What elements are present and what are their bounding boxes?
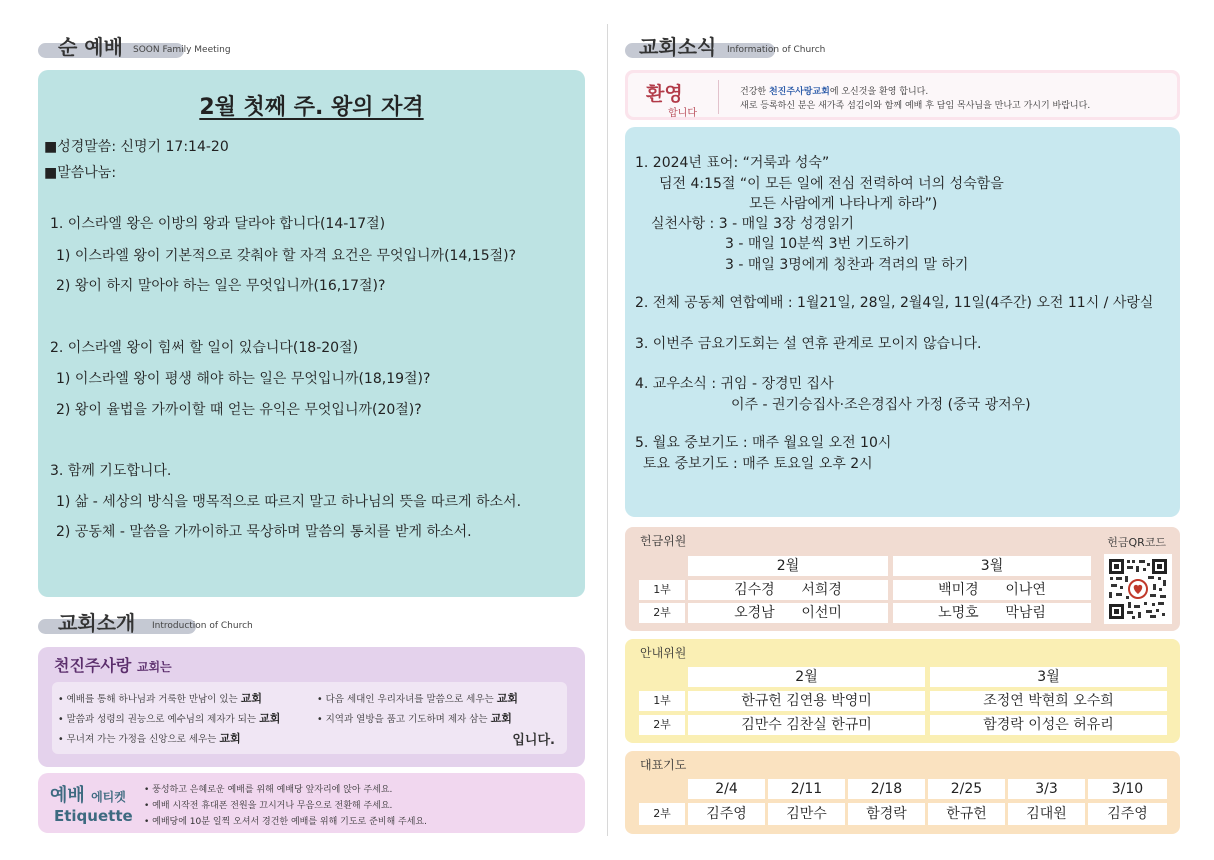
news-line: 3 - 매일 10분씩 3번 기도하기: [725, 236, 910, 252]
panel-title: 헌금위원: [640, 534, 687, 548]
welcome-line: 건강한 천진주사랑교회에 오신것을 환영 합니다.: [740, 87, 929, 97]
etiquette-line: • 예배당에 10분 일찍 오셔서 경건한 예배를 위해 기도로 준비해 주세요.: [144, 817, 427, 827]
church-name: [54, 653, 172, 676]
month-header: 2월: [688, 667, 925, 687]
prayer-schedule-panel: [625, 751, 1180, 834]
table-cell: 노명호 막남림: [893, 603, 1091, 623]
sermon-line: 2) 공동체 - 말씀을 가까이하고 묵상하며 말씀의 통치를 받게 하소서.: [56, 524, 472, 540]
panel-title: 대표기도: [640, 758, 687, 772]
sermon-box: [38, 70, 585, 597]
section-subtitle: Introduction of Church: [152, 621, 253, 631]
intro-bullet: • 예배를 통해 하나님과 거룩한 만남이 있는 교회: [58, 692, 263, 705]
news-section-header: [625, 31, 855, 59]
service-label: 1부: [639, 691, 685, 711]
worship-section-header: [38, 31, 268, 59]
column-divider: [607, 24, 608, 836]
section-title: 교회소식: [639, 35, 717, 59]
service-label: 2부: [639, 803, 685, 825]
date-header: 2/11: [768, 779, 845, 799]
etiquette-line: • 풍성하고 은혜로운 예배를 위해 예배당 앞자리에 앉아 주세요.: [144, 785, 393, 795]
service-label: 2부: [639, 715, 685, 735]
table-cell: 함경락 이성은 허유리: [930, 715, 1167, 735]
welcome-title: 환영: [646, 83, 683, 105]
table-cell: 한규헌 김연용 박영미: [688, 691, 925, 711]
table-cell: 함경락: [848, 803, 925, 825]
sermon-line: 3. 함께 기도합니다.: [50, 463, 172, 479]
news-line: 토요 중보기도 : 매주 토요일 오후 2시: [643, 456, 873, 472]
sermon-line: 1. 이스라엘 왕은 이방의 왕과 달라야 합니다(14-17절): [50, 216, 386, 232]
date-header: 3/10: [1088, 779, 1167, 799]
date-header: 2/18: [848, 779, 925, 799]
welcome-title-small: 합니다: [668, 108, 697, 119]
table-cell: 한규헌: [928, 803, 1005, 825]
intro-ending: 입니다.: [512, 733, 555, 748]
etiquette-title-en: Etiquette: [54, 807, 133, 825]
welcome-divider: [718, 80, 719, 114]
month-header: 3월: [930, 667, 1167, 687]
news-box: [625, 127, 1180, 517]
intro-section-header: [38, 607, 278, 635]
news-line: 이주 - 권기승집사·조은경집사 가정 (중국 광저우): [731, 397, 1031, 413]
welcome-banner: [625, 70, 1180, 120]
service-label: 1부: [639, 580, 685, 600]
date-header: 2/25: [928, 779, 1005, 799]
section-title: 순 예배: [58, 35, 123, 59]
month-header: 3월: [893, 556, 1091, 576]
table-cell: 김수경 서희경: [688, 580, 888, 600]
news-line: 3 - 매일 3명에게 칭찬과 격려의 말 하기: [725, 257, 969, 273]
news-line: 딤전 4:15절 “이 모든 일에 전심 전력하여 너의 성숙함을: [659, 176, 1004, 192]
sermon-line: 1) 이스라엘 왕이 평생 해야 하는 일은 무엇입니까(18,19절)?: [56, 371, 431, 387]
news-line: 모든 사람에게 나타나게 하라”): [749, 196, 938, 212]
qr-code-icon: [1108, 558, 1168, 620]
sermon-line: ■성경말씀: 신명기 17:14-20: [44, 139, 229, 155]
welcome-inner: [628, 73, 1177, 117]
church-name-text: 천진주사랑: [54, 656, 132, 675]
table-cell: 백미경 이나연: [893, 580, 1091, 600]
church-intro-list: [52, 682, 567, 754]
etiquette-line: • 예배 시작전 휴대폰 전원을 끄시거나 무음으로 전환해 주세요.: [144, 801, 393, 811]
sermon-line: 1) 이스라엘 왕이 기본적으로 갖춰야 할 자격 요건은 무엇입니까(14,15절)?: [56, 248, 517, 264]
news-line: 1. 2024년 표어: “거룩과 성숙”: [635, 155, 830, 171]
etiquette-title-suffix: 에티켓: [91, 790, 126, 804]
section-subtitle: SOON Family Meeting: [133, 45, 231, 55]
month-header: 2월: [688, 556, 888, 576]
table-cell: 김만수: [768, 803, 845, 825]
panel-title: 안내위원: [640, 646, 687, 660]
service-label: 2부: [639, 603, 685, 623]
news-line: 4. 교우소식 : 귀임 - 장경민 집사: [635, 376, 834, 392]
news-line: 3. 이번주 금요기도회는 설 연휴 관계로 모이지 않습니다.: [635, 336, 982, 352]
table-cell: 오경남 이선미: [688, 603, 888, 623]
date-header: 2/4: [688, 779, 765, 799]
sermon-line: 2. 이스라엘 왕이 힘써 할 일이 있습니다(18-20절): [50, 340, 359, 356]
church-intro-box: [38, 647, 585, 767]
etiquette-title: [50, 781, 126, 807]
news-line: 실천사항 : 3 - 매일 3장 성경읽기: [651, 216, 855, 232]
intro-bullet: • 지역과 열방을 품고 기도하며 제자 삼는 교회: [317, 712, 512, 725]
offering-qr-code[interactable]: [1104, 554, 1172, 624]
news-line: 5. 월요 중보기도 : 매주 월요일 오전 10시: [635, 435, 892, 451]
etiquette-box: [38, 773, 585, 833]
sermon-line: ■말씀나눔:: [44, 165, 117, 181]
table-cell: 김만수 김찬실 한규미: [688, 715, 925, 735]
news-line: 2. 전체 공동체 연합예배 : 1월21일, 28일, 2월4일, 11일(4주간) 오전 11시 / 사랑실: [635, 295, 1154, 311]
section-subtitle: Information of Church: [727, 45, 826, 55]
table-cell: 김주영: [688, 803, 765, 825]
sermon-title: 2월 첫째 주. 왕의 자격: [199, 95, 424, 120]
intro-bullet: • 무너져 가는 가정을 신앙으로 세우는 교회: [58, 732, 241, 745]
church-name-suffix: 교회는: [136, 660, 172, 674]
intro-bullet: • 말씀과 성령의 권능으로 예수님의 제자가 되는 교회: [58, 712, 281, 725]
welcome-line: 새로 등록하신 분은 새가족 섬김이와 함께 예배 후 담임 목사님을 만나고 가시기 바랍니다.: [740, 101, 1091, 111]
qr-label: 헌금QR코드: [1107, 536, 1166, 549]
offering-committee-panel: [625, 527, 1180, 631]
sermon-line: 1) 삶 - 세상의 방식을 맹목적으로 따르지 말고 하나님의 뜻을 따르게 하소서.: [56, 494, 522, 510]
usher-committee-panel: [625, 639, 1180, 743]
sermon-line: 2) 왕이 하지 말아야 하는 일은 무엇입니까(16,17절)?: [56, 278, 386, 294]
table-cell: 김주영: [1088, 803, 1167, 825]
section-title: 교회소개: [58, 611, 136, 635]
table-cell: 김대원: [1008, 803, 1085, 825]
table-cell: 조정연 박현희 오수희: [930, 691, 1167, 711]
date-header: 3/3: [1008, 779, 1085, 799]
etiquette-title-text: 예배: [50, 785, 85, 806]
intro-bullet: • 다음 세대인 우리자녀를 말씀으로 세우는 교회: [317, 692, 518, 705]
sermon-line: 2) 왕이 율법을 가까이할 때 얻는 유익은 무엇입니까(20절)?: [56, 402, 422, 418]
